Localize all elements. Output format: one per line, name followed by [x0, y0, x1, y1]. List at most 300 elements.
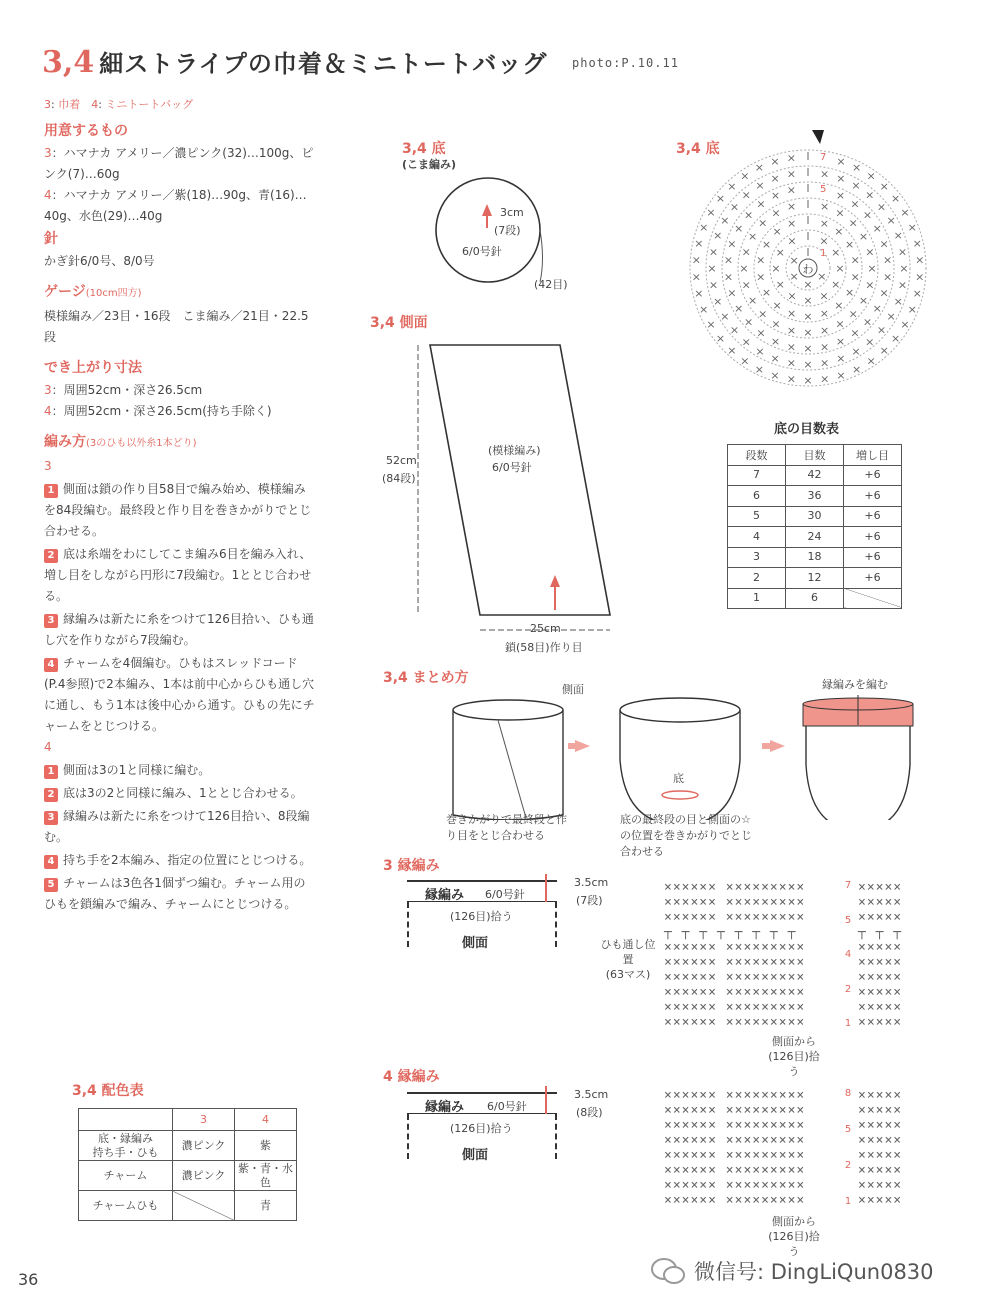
stitch-mark: × — [754, 161, 765, 175]
step-text: 持ち手を2本編み、指定の位置にとじつける。 — [63, 853, 312, 867]
edge4-needle: 6/0号針 — [487, 1100, 527, 1113]
step-text: チャームは3色各1個ずつ編む。チャーム用のひもを鎖編みで編み、チャームにとじつける。 — [44, 876, 306, 911]
stitch-mark: × — [786, 323, 797, 337]
stitch-mark: × — [819, 289, 829, 303]
wechat-icon — [650, 1256, 686, 1286]
stitch-mark: × — [850, 197, 860, 211]
method-4-label: 4 — [44, 740, 52, 754]
stitch-marks: ××××× — [858, 1133, 903, 1148]
table-cell: 7 — [728, 465, 786, 486]
stitch-marks: ××××× — [858, 1193, 903, 1208]
stitch-mark: × — [691, 270, 701, 284]
method-3-label: 3 — [44, 459, 52, 473]
stitch-mark: × — [836, 171, 846, 185]
stitch-mark: × — [803, 278, 813, 291]
stitch-mark: × — [734, 302, 744, 315]
stitch-mark: × — [803, 310, 813, 323]
stitch-mark: × — [848, 216, 858, 230]
materials-3: 3：ハマナカ アメリー／濃ピンク(32)…100g、ピンク(7)…60g — [44, 146, 314, 181]
stitch-mark: × — [907, 221, 917, 235]
step-number-badge: 2 — [44, 788, 58, 802]
stitch-mark: × — [734, 222, 744, 235]
step-number-badge: 2 — [44, 549, 58, 563]
stitch-marks: ×××××× ××××××××× — [664, 910, 806, 925]
edge3-stitch-chart — [664, 880, 904, 1030]
chart-caption-line: 側面から — [772, 1035, 816, 1048]
stitch-mark: × — [770, 154, 780, 168]
edge3-band-label: 縁編み — [425, 888, 465, 903]
stitch-mark: × — [770, 171, 780, 185]
row-marker: 7 — [842, 880, 854, 892]
stitch-mark: × — [706, 318, 716, 331]
step-2 — [44, 544, 316, 607]
stitch-mark: × — [872, 302, 882, 315]
stitch-mark: × — [831, 278, 841, 291]
direction-arrow — [545, 1086, 547, 1114]
stitch-mark: × — [820, 167, 830, 181]
stitch-marks: ××××× — [858, 1015, 903, 1030]
table-cell: 青 — [235, 1191, 297, 1221]
stitch-mark: × — [867, 262, 877, 275]
stitch-marks: ×××××× ××××××××× — [664, 1133, 806, 1148]
stitch-mark: × — [820, 340, 830, 354]
table-cell: 5 — [728, 506, 786, 527]
gauge-text: 模様編み／23目・16段 こま編み／21目・22.5段 — [44, 309, 309, 344]
table-cell: 1 — [728, 588, 786, 609]
stitch-mark: × — [756, 253, 766, 267]
table-cell: 30 — [786, 506, 844, 527]
assembly-diagram — [440, 690, 940, 820]
stitch-mark: × — [915, 270, 925, 284]
stitch-mark: × — [858, 294, 869, 307]
size-heading: でき上がり寸法 — [44, 360, 142, 376]
table-cell — [844, 588, 902, 609]
stitch-mark: × — [835, 335, 846, 349]
gauge-note: (10cm四方) — [85, 288, 142, 299]
stitch-mark: × — [691, 253, 701, 267]
stitch-mark: × — [756, 326, 766, 340]
stitch-mark: × — [865, 245, 875, 259]
bottom-rows: (7段) — [494, 224, 521, 237]
table-cell: 2 — [728, 568, 786, 589]
stitch-mark: × — [900, 206, 910, 219]
edge3-left-edge — [407, 902, 409, 947]
stitch-mark: × — [820, 372, 830, 386]
stitch-marks: ××××× — [858, 955, 903, 970]
stitch-mark: × — [882, 270, 893, 284]
chart-row — [664, 910, 904, 925]
stitch-mark: × — [770, 369, 780, 383]
page-number: 36 — [18, 1270, 39, 1289]
stitch-marks: ┬ ┬ ┬ ┬ ┬ ┬ ┬ ┬ — [664, 925, 797, 940]
table-cell: +6 — [844, 527, 902, 548]
edge4-rows: (8段) — [576, 1106, 603, 1119]
assembly-caption-2: 底の最終段の目と側面の☆の位置を巻きかがりでとじ合わせる — [620, 813, 752, 858]
stitch-mark: × — [882, 253, 893, 267]
steps-3 — [44, 479, 316, 737]
table-cell: +6 — [844, 465, 902, 486]
stitch-mark: × — [771, 317, 781, 331]
table-row — [728, 486, 902, 507]
stitch-mark: × — [743, 208, 754, 222]
chart-row — [664, 940, 904, 955]
row-marker: 1 — [842, 1018, 854, 1030]
stitch-mark: × — [708, 278, 719, 292]
edge4-right-edge — [555, 1114, 557, 1159]
stitch-mark: × — [786, 216, 797, 230]
chart-row — [664, 1000, 904, 1015]
materials-number: 4 — [44, 188, 52, 202]
stitch-mark: × — [893, 294, 903, 308]
chart-row — [664, 1088, 904, 1103]
table-cell: 36 — [786, 486, 844, 507]
stitch-mark: × — [747, 230, 758, 243]
assembly-caption-1: 巻きかがりで最終段と作り目をとじ合わせる — [446, 813, 567, 842]
side-pattern: (模様編み) — [488, 444, 541, 457]
stitch-marks: ×××××× ××××××××× — [664, 1148, 806, 1163]
stitch-mark: × — [741, 188, 751, 202]
row-marker: 2 — [842, 1160, 854, 1172]
stitch-mark: × — [727, 179, 737, 193]
stitch-mark: × — [786, 167, 796, 181]
table-cell: 6 — [786, 588, 844, 609]
stitch-mark: × — [897, 278, 908, 292]
chart-row — [664, 1133, 904, 1148]
size-3: 3：周囲52cm・深さ26.5cm — [44, 383, 203, 397]
row-marker: 5 — [842, 1124, 854, 1136]
stitch-mark: × — [851, 345, 861, 359]
hole-label: ひも通し位置 — [600, 938, 656, 966]
stitch-mark: × — [835, 317, 845, 331]
step-text: 縁編みは新たに糸をつけて126目拾い、8段編む。 — [44, 809, 310, 844]
table-row — [728, 465, 902, 486]
stitch-mark: × — [755, 345, 765, 359]
stitch-mark: × — [879, 179, 889, 193]
edge3-pick: (126目)拾う — [450, 910, 513, 923]
table-row — [728, 506, 902, 527]
table-cell: 18 — [786, 547, 844, 568]
bottom-height: 3cm — [500, 206, 524, 219]
bottom-needle: 6/0号針 — [462, 245, 502, 258]
edge3-right-edge — [555, 902, 557, 947]
stitch-mark: × — [850, 270, 860, 284]
stitch-mark: × — [758, 216, 768, 230]
edge-label: 縁編みを編む — [822, 678, 888, 691]
stitch-mark: × — [755, 178, 765, 192]
stitch-mark: × — [835, 188, 846, 202]
edge4-left-edge — [407, 1114, 409, 1159]
stitch-mark: × — [817, 270, 827, 283]
table-header: 4 — [235, 1109, 297, 1131]
table-cell: チャームひも — [79, 1191, 173, 1221]
stitch-mark: × — [786, 372, 796, 386]
stitch-mark: × — [775, 246, 785, 259]
stitch-marks: ×××××× ××××××××× — [664, 880, 806, 895]
stitch-mark: × — [770, 335, 781, 349]
stitch-marks: ××××× — [858, 1103, 903, 1118]
table-cell: 濃ピンク — [173, 1161, 235, 1191]
side-chain: 鎖(58目)作り目 — [505, 641, 583, 654]
size-4: 4：周囲52cm・深さ26.5cm(持ち手除く) — [44, 404, 272, 418]
stitch-mark: × — [756, 197, 766, 211]
stitch-marks: ┬ ┬ ┬ — [858, 925, 903, 940]
side-panel-diagram — [410, 335, 620, 645]
row-marker: 2 — [842, 984, 854, 996]
stitch-mark: × — [741, 335, 751, 349]
edge3-chart-caption — [764, 1034, 824, 1079]
stitch-mark: × — [844, 238, 855, 251]
side-rows: (84段) — [382, 472, 416, 485]
bottom-diagram-subtitle: (こま編み) — [402, 158, 457, 171]
row-marker: 5 — [820, 184, 827, 195]
stitch-marks: ××××× — [858, 1163, 903, 1178]
stitch-mark: × — [890, 192, 901, 206]
side-needle: 6/0号針 — [492, 461, 532, 474]
side-width: 25cm — [530, 622, 561, 635]
stitch-mark: × — [771, 262, 781, 275]
stitch-mark: × — [836, 154, 846, 168]
table-cell: +6 — [844, 547, 902, 568]
stitch-marks: ××××× — [858, 1000, 903, 1015]
row-marker: 4 — [842, 949, 854, 961]
edge4-height: 3.5cm — [574, 1088, 609, 1101]
table-cell — [173, 1191, 235, 1221]
stitch-mark: × — [786, 307, 797, 321]
row-marker: 1 — [842, 1196, 854, 1208]
stitch-marks: ×××××× ××××××××× — [664, 1118, 806, 1133]
step-number-badge: 1 — [44, 484, 58, 498]
stitch-mark: × — [786, 356, 796, 370]
stitch-mark: × — [820, 356, 830, 370]
stitch-mark: × — [741, 278, 751, 292]
stitch-mark: × — [715, 331, 726, 345]
stitch-mark: × — [899, 262, 909, 275]
stitch-marks: ××××× — [858, 985, 903, 1000]
table-cell: 濃ピンク — [173, 1131, 235, 1161]
stitch-mark: × — [893, 229, 903, 243]
hole-count: (63マス) — [605, 968, 651, 981]
direction-arrow — [545, 874, 547, 902]
stitch-marks: ×××××× ××××××××× — [664, 940, 806, 955]
stitch-mark: × — [756, 270, 766, 284]
watermark-text: 微信号: DingLiQun0830 — [694, 1260, 934, 1284]
stitch-mark: × — [713, 229, 723, 243]
stitch-mark: × — [915, 253, 925, 267]
edge4-stitch-chart — [664, 1088, 904, 1208]
count-table — [727, 444, 902, 609]
chart-row — [664, 925, 904, 940]
stitch-mark: × — [879, 344, 889, 358]
method-heading-text: 編み方 — [44, 434, 86, 450]
stitch-mark: × — [787, 234, 797, 248]
stitch-mark: × — [851, 161, 862, 175]
stitch-mark: × — [787, 289, 797, 303]
step-text: チャームを4個編む。ひもはスレッドコード(P.4参照)で2本編み、1本は前中心からひも通し穴に通し、もう1本は後中心から通す。ひもの先にチャームをとじつける。 — [44, 656, 315, 733]
stitch-mark: × — [912, 237, 922, 251]
table-cell: 紫・青・水色 — [235, 1161, 297, 1191]
stitch-mark: × — [865, 278, 875, 292]
table-header: 増し目 — [844, 445, 902, 466]
stitch-mark: × — [879, 286, 889, 300]
stitch-mark: × — [729, 200, 740, 214]
page-title — [42, 44, 547, 80]
stitch-mark: × — [834, 298, 844, 312]
watermark — [650, 1256, 934, 1286]
needle-heading: 針 — [44, 231, 58, 247]
step-1 — [44, 479, 316, 542]
stitch-mark: × — [761, 286, 772, 299]
stitch-mark: × — [912, 286, 922, 300]
stitch-mark: × — [872, 222, 882, 235]
chart-caption-line: 側面から — [772, 1215, 816, 1228]
stitch-mark: × — [758, 307, 768, 321]
stitch-mark: × — [729, 323, 740, 337]
stitch-mark: × — [772, 225, 782, 239]
gauge-heading-text: ゲージ — [44, 284, 86, 300]
stitch-marks: ××××× — [858, 895, 903, 910]
table-header: 目数 — [786, 445, 844, 466]
stitch-mark: × — [897, 245, 908, 259]
stitch-mark: × — [803, 358, 813, 371]
stitch-mark: × — [803, 326, 813, 339]
step-1 — [44, 760, 316, 781]
stitch-marks: ×××××× ××××××××× — [664, 1193, 806, 1208]
stitch-mark: × — [850, 326, 860, 340]
title-text: 細ストライプの巾着＆ミニトートバッグ — [99, 50, 548, 78]
chart-row — [664, 895, 904, 910]
table-row — [728, 527, 902, 548]
stitch-mark: × — [866, 354, 876, 368]
step-text: 側面は鎖の作り目58目で編み始め、模様編みを84段編む。最終段と作り目を巻きかがりでとじ合わせる。 — [44, 482, 312, 538]
stitch-mark: × — [707, 262, 717, 275]
table-row — [728, 588, 902, 609]
edge4-side: 側面 — [462, 1148, 489, 1163]
edge3-band — [407, 880, 557, 902]
stitch-mark: × — [699, 302, 709, 316]
bottom-label: 底 — [673, 772, 684, 785]
color-table-title: 3,4 配色表 — [72, 1083, 144, 1099]
stitch-mark: × — [862, 315, 873, 329]
chart-row — [664, 985, 904, 1000]
stitch-mark: × — [836, 369, 846, 383]
stitch-mark: × — [858, 230, 869, 243]
subtitle-4-text: ミニトートバッグ — [105, 98, 194, 111]
stitch-mark: × — [836, 352, 846, 366]
bottom-diagram-title: 3,4 底 — [402, 141, 446, 157]
bottom-chart-title: 3,4 底 — [676, 141, 720, 157]
stitch-mark: × — [900, 318, 910, 331]
side-diagram-title: 3,4 側面 — [370, 315, 428, 331]
stitch-mark: × — [747, 294, 758, 307]
stitch-marks: ×××××× ××××××××× — [664, 1015, 806, 1030]
step-number-badge: 4 — [44, 658, 58, 672]
stitch-mark: × — [694, 237, 704, 251]
stitch-mark: × — [819, 323, 830, 337]
chart-caption-line: (126目)拾う — [768, 1050, 820, 1078]
table-cell: +6 — [844, 568, 902, 589]
stitch-mark: × — [835, 262, 845, 275]
stitch-mark: × — [727, 344, 737, 358]
step-4 — [44, 653, 316, 737]
table-cell: 24 — [786, 527, 844, 548]
stitch-mark: × — [835, 206, 845, 220]
stitch-mark: × — [727, 286, 737, 300]
chart-caption-line: (126目)拾う — [768, 1230, 820, 1258]
stitch-marks: ×××××× ××××××××× — [664, 985, 806, 1000]
materials-text: ハマナカ アメリー／紫(18)…90g、青(16)…40g、水色(29)…40g — [44, 188, 307, 223]
stitch-mark: × — [831, 246, 841, 259]
size-number: 3 — [44, 383, 52, 397]
stitch-marks: ××××× — [858, 1148, 903, 1163]
stitch-marks: ××××× — [858, 1118, 903, 1133]
stitch-marks: ×××××× ××××××××× — [664, 1000, 806, 1015]
needle-text: かぎ針6/0号、8/0号 — [44, 254, 155, 268]
size-text: 周囲52cm・深さ26.5cm — [63, 383, 203, 397]
row-marker: 1 — [820, 248, 827, 259]
table-cell: +6 — [844, 486, 902, 507]
step-number-badge: 4 — [44, 855, 58, 869]
materials-number: 3 — [44, 146, 52, 160]
edge3-needle: 6/0号針 — [485, 888, 525, 901]
stitch-mark: × — [876, 200, 887, 214]
start-marker-icon — [812, 130, 824, 144]
gauge-heading — [44, 280, 316, 306]
step-number-badge: 3 — [44, 811, 58, 825]
instructions-column — [44, 94, 316, 915]
size-text: 周囲52cm・深さ26.5cm(持ち手除く) — [63, 404, 272, 418]
stitch-mark: × — [740, 169, 750, 183]
step-text: 縁編みは新たに糸をつけて126目拾い、ひも通し穴を作りながら7段編む。 — [44, 612, 314, 647]
stitch-mark: × — [699, 221, 709, 235]
stitch-mark: × — [786, 200, 797, 214]
chart-row — [664, 1118, 904, 1133]
chart-row — [664, 1015, 904, 1030]
stitch-mark: × — [720, 310, 730, 323]
table-row — [79, 1131, 297, 1161]
color-table — [78, 1108, 297, 1221]
stitch-mark: × — [770, 188, 781, 202]
stitch-marks: ××××× — [858, 1088, 903, 1103]
title-number: 3,4 — [42, 45, 95, 80]
table-cell: 6 — [728, 486, 786, 507]
stitch-mark: × — [775, 278, 785, 291]
table-row — [728, 568, 902, 589]
stitch-mark: × — [761, 238, 772, 251]
stitch-mark: × — [723, 253, 734, 267]
step-number-badge: 1 — [44, 765, 58, 779]
chart-row — [664, 955, 904, 970]
table-header: 3 — [173, 1109, 235, 1131]
stitch-mark: × — [739, 262, 749, 275]
stitch-mark: × — [819, 307, 830, 321]
stitch-mark: × — [803, 342, 813, 355]
chart-row — [664, 1178, 904, 1193]
stitch-mark: × — [907, 302, 917, 316]
stitch-mark: × — [834, 225, 844, 239]
chart-row — [664, 970, 904, 985]
stitch-mark: × — [890, 331, 901, 345]
edge3-title: 3 縁編み — [383, 858, 440, 874]
chart-row — [664, 1163, 904, 1178]
method-note: (3のひも以外糸1本どり) — [86, 438, 197, 449]
stitch-mark: × — [723, 270, 734, 284]
stitch-mark: × — [789, 270, 799, 283]
stitch-marks: ××××× — [858, 910, 903, 925]
stitch-mark: × — [803, 294, 813, 307]
method-heading — [44, 430, 316, 456]
chart-row — [664, 1103, 904, 1118]
step-text: 底は3の2と同様に編み、1ととじ合わせる。 — [63, 786, 303, 800]
